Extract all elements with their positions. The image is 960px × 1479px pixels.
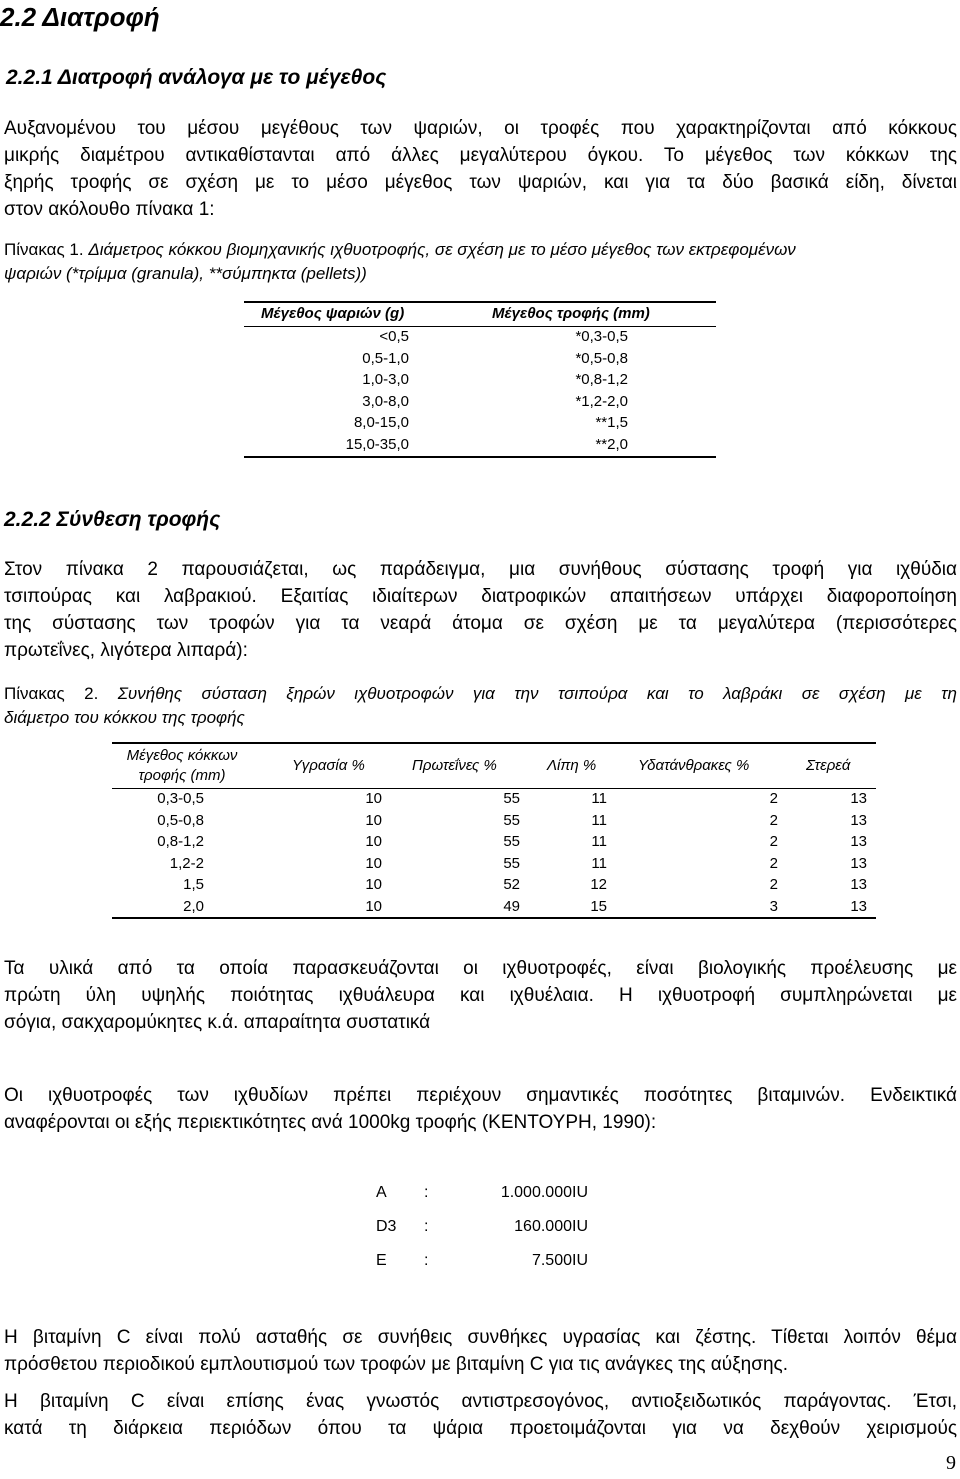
paragraph-line: αναφέρονται οι εξής περιεκτικότητες ανά 1000kg τροφής (ΚΕΝΤΟΥΡΗ, 1990): (4, 1112, 657, 1133)
table2-header-fat: Λίπη % (547, 757, 597, 774)
list-item (376, 1184, 596, 1218)
table-cell: 55 (503, 790, 520, 807)
vitamin-separator: : (424, 1218, 429, 1235)
table-cell: 15,0-35,0 (345, 435, 409, 453)
table2-header-grain-size (112, 746, 252, 786)
table1-caption-text: Διάμετρος κόκκου βιομηχανικής ιχθυοτροφής, σε σχέση με το μέσο μέγεθος των εκτρεφομένων (88, 240, 796, 259)
table-cell: 11 (591, 790, 607, 807)
table-row (244, 350, 716, 372)
table-row (244, 414, 716, 436)
paragraph-composition (4, 556, 957, 664)
table-cell: 11 (591, 833, 607, 850)
table-cell: 1,0-3,0 (362, 371, 409, 388)
table1-caption (4, 238, 957, 286)
page-number: 9 (946, 1452, 956, 1474)
paragraph-line: μικρής διαμέτρου αντικαθίστανται από άλλες μεγαλύτερου όγκου. Το μέγεθος των κόκκων της (4, 145, 957, 166)
paragraph-line: πρόσθετου περιοδικού εμπλουτισμού των τροφών με βιταμίνη C για τις ανάγκες της αύξησης. (4, 1354, 788, 1375)
vitamin-name: A (376, 1184, 387, 1201)
vitamin-amount: 7.500 (531, 1252, 572, 1269)
paragraph-line: πρώτη ύλη υψηλής ποιότητας ιχθυάλευρα και ιχθυέλαια. Η ιχθυοτροφή συμπληρώνεται με (4, 985, 957, 1006)
table2-top-rule (112, 742, 876, 744)
table-row (0, 833, 960, 855)
table-cell: 13 (850, 876, 867, 893)
table1-body (244, 328, 716, 457)
table-cell: 13 (850, 811, 867, 829)
table2-caption-text: διάμετρο του κόκκου της τροφής (4, 708, 245, 727)
table-cell: 2 (769, 833, 778, 850)
table2-header-carbs: Υδατάνθρακες % (638, 757, 750, 774)
vitamin-unit: IU (572, 1184, 588, 1201)
paragraph-line: στον ακόλουθο πίνακα 1: (4, 199, 215, 220)
table2-caption-text: Συνήθης σύσταση ξηρών ιχθυοτροφών για την τσιπούρα και το λαβράκι σε σχέση με τη (117, 684, 957, 703)
table-cell: 8,0-15,0 (353, 414, 409, 431)
table1-bottom-rule (244, 456, 716, 458)
table-row (244, 328, 716, 350)
table-cell: 55 (503, 833, 520, 850)
table-cell: 49 (503, 897, 520, 915)
table-cell: 1,5 (183, 876, 204, 893)
table-row (244, 436, 716, 458)
table2-header-ash: Στερεά (806, 757, 851, 774)
table-cell: 2 (769, 876, 778, 893)
paragraph-line: κατά τη διάρκεια περιόδων όπου τα ψάρια προετοιμάζονται για να δεχθούν χειρισμούς (4, 1418, 957, 1439)
table-cell: 0,5-1,0 (362, 349, 409, 367)
table-cell: 11 (591, 811, 607, 829)
table2-header-line: τροφής (mm) (138, 767, 226, 784)
table-cell: 10 (365, 833, 382, 850)
vitamin-separator: : (424, 1252, 429, 1269)
vitamin-name: E (376, 1252, 387, 1269)
table1-header-feed-size: Μέγεθος τροφής (mm) (492, 305, 650, 322)
paragraph-line: Οι ιχθυοτροφές των ιχθυδίων πρέπει περιέχουν σημαντικές ποσότητες βιταμινών. Ενδεικτικά (4, 1085, 957, 1106)
vitamin-unit: IU (572, 1218, 588, 1235)
table-cell: 10 (365, 790, 382, 807)
table2-header-rule (112, 788, 876, 789)
table-cell: 52 (503, 876, 520, 893)
table-cell: 1,2-2 (169, 854, 204, 872)
table-cell: 2 (769, 811, 778, 829)
paragraph-line: Στον πίνακα 2 παρουσιάζεται, ως παράδειγμα, μια συνήθους σύστασης τροφή για ιχθύδια (4, 559, 957, 580)
table2-caption (4, 682, 957, 730)
table-row (0, 876, 960, 898)
table1-header-fish-size: Μέγεθος ψαριών (g) (261, 305, 405, 322)
vitamin-amount: 1.000.000 (500, 1184, 572, 1201)
table-cell: 0,5-0,8 (157, 811, 204, 829)
paragraph-line: Η βιταμίνη C είναι πολύ ασταθής σε συνήθεις συνθήκες υγρασίας και ζέστης. Τίθεται λοιπόν θέμα (4, 1327, 957, 1348)
paragraph-line: της σύστασης των τροφών για τα νεαρά άτομα σε σχέση με τα μεγαλύτερα (περισσότερες (4, 613, 957, 634)
table-cell: 0,3-0,5 (157, 790, 204, 807)
vitamin-amount: 160.000 (514, 1218, 572, 1235)
list-item (376, 1252, 596, 1286)
table-cell: 10 (365, 854, 382, 872)
table-cell: 13 (850, 854, 867, 872)
table-cell: 55 (503, 811, 520, 829)
list-item (376, 1218, 596, 1252)
paragraph-line: σόγια, σακχαρομύκητες κ.ά. απαραίτητα συστατικά (4, 1012, 431, 1033)
table2-header-moisture: Υγρασία % (292, 757, 365, 774)
paragraph-line: Αυξανομένου του μέσου μεγέθους των ψαριών, οι τροφές που χαρακτηρίζονται από κόκκους (4, 118, 957, 139)
table-row (244, 393, 716, 415)
table-cell: **2,0 (595, 435, 628, 453)
table1-caption-label: Πίνακας 1. (4, 240, 84, 259)
table-cell: 13 (850, 833, 867, 850)
table-cell: 3,0-8,0 (362, 392, 409, 410)
table2-header-protein: Πρωτεΐνες % (412, 757, 497, 774)
table-row (0, 855, 960, 877)
table-cell: 0,8-1,2 (157, 833, 204, 850)
paragraph-line: ξηρής τροφής σε σχέση με το μέσο μέγεθος των ψαριών, και για τα δύο βασικά είδη, δίνεται (4, 172, 957, 193)
table-row (244, 371, 716, 393)
table-cell: 10 (365, 811, 382, 829)
table-cell: 55 (503, 854, 520, 872)
table-cell: 11 (591, 854, 607, 872)
table-cell: *0,3-0,5 (575, 328, 628, 345)
table-cell: **1,5 (595, 414, 628, 431)
table-cell: *1,2-2,0 (575, 392, 628, 410)
table2-bottom-rule (112, 917, 876, 919)
table-cell: 2 (769, 790, 778, 807)
subsection-heading-2-2-1: 2.2.1 Διατροφή ανάλογα με το μέγεθος (6, 66, 387, 89)
table-cell: 10 (365, 897, 382, 915)
table-cell: <0,5 (379, 328, 409, 345)
table1-top-rule (244, 301, 716, 303)
paragraph-vitamin-c (4, 1324, 957, 1378)
table1-header-rule (244, 326, 716, 327)
vitamin-separator: : (424, 1184, 429, 1201)
paragraph-line: Τα υλικά από τα οποία παρασκευάζονται οι ιχθυοτροφές, είναι βιολογικής προέλευσης με (4, 958, 957, 979)
paragraph-materials (4, 955, 957, 1036)
table2-header-line: Μέγεθος κόκκων (126, 747, 238, 764)
table-row (0, 812, 960, 834)
table-cell: *0,5-0,8 (575, 349, 628, 367)
table-cell: 10 (365, 876, 382, 893)
table-cell: 12 (590, 876, 607, 893)
table-cell: *0,8-1,2 (575, 371, 628, 388)
paragraph-vitamin-c-antistress (4, 1388, 957, 1442)
table-cell: 3 (769, 897, 778, 915)
table-cell: 13 (850, 897, 867, 915)
table2-body (0, 790, 960, 919)
table-cell: 2,0 (183, 897, 204, 915)
paragraph-line: Η βιταμίνη C είναι επίσης ένας γνωστός αντιστρεσογόνος, αντιοξειδωτικός παράγοντας. Έτσι, (4, 1391, 957, 1412)
section-heading: 2.2 Διατροφή (0, 2, 160, 32)
vitamin-list (376, 1184, 596, 1286)
table-row (0, 790, 960, 812)
subsection-heading-2-2-2: 2.2.2 Σύνθεση τροφής (4, 508, 221, 531)
vitamin-unit: IU (572, 1252, 588, 1269)
table-cell: 13 (850, 790, 867, 807)
table1-caption-text: ψαριών (*τρίμμα (granula), **σύμπηκτα (pellets)) (4, 264, 367, 283)
table-cell: 15 (590, 897, 607, 915)
vitamin-name: D3 (376, 1218, 397, 1235)
paragraph-line: πρωτεΐνες, λιγότερα λιπαρά): (4, 640, 248, 661)
paragraph-intro (4, 115, 957, 223)
paragraph-vitamins (4, 1082, 957, 1136)
table-cell: 2 (769, 854, 778, 872)
paragraph-line: τσιπούρας και λαβρακιού. Εξαιτίας ιδιαίτερων διατροφικών απαιτήσεων υπάρχει διαφοροποίηση (4, 586, 957, 607)
table2-caption-label: Πίνακας 2. (4, 684, 99, 703)
table-row (0, 898, 960, 920)
